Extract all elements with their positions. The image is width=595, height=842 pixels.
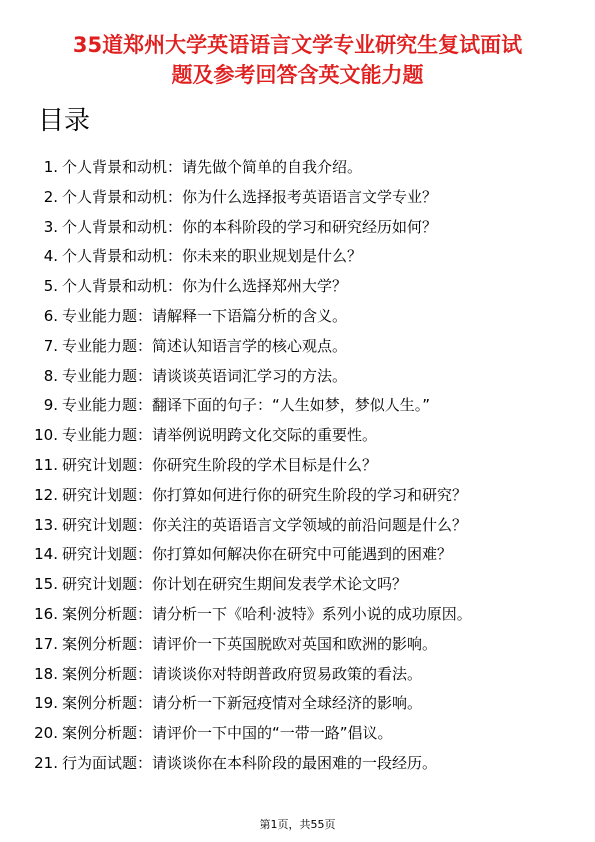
toc-item-text: 案例分析题：请分析一下新冠疫情对全球经济的影响。 (62, 694, 423, 713)
toc-item-text: 专业能力题：请解释一下语篇分析的含义。 (62, 306, 348, 325)
toc-item-text: 个人背景和动机：你的本科阶段的学习和研究经历如何？ (62, 217, 438, 236)
toc-item-text: 案例分析题：请评价一下英国脱欧对英国和欧洲的影响。 (62, 634, 438, 653)
toc-item-number: 16. (34, 604, 58, 623)
toc-item[interactable] (0, 689, 595, 719)
toc-item[interactable] (0, 630, 595, 660)
toc-item-number: 9. (43, 396, 58, 415)
page-footer: 第1页，共55页 (259, 818, 336, 831)
toc-item-text: 研究计划题：你打算如何解决你在研究中可能遇到的困难？ (62, 545, 453, 564)
toc-heading: 目录 (38, 106, 91, 136)
toc-item-text: 个人背景和动机：你未来的职业规划是什么？ (62, 247, 363, 266)
toc-item-text: 案例分析题：请谈谈你对特朗普政府贸易政策的看法。 (62, 664, 423, 683)
toc-item-text: 专业能力题：简述认知语言学的核心观点。 (62, 336, 348, 355)
table-of-contents (0, 153, 595, 779)
toc-item[interactable] (0, 302, 595, 332)
toc-item[interactable] (0, 332, 595, 362)
toc-item[interactable] (0, 660, 595, 690)
toc-item-text: 研究计划题：你关注的英语语言文学领域的前沿问题是什么？ (62, 515, 468, 534)
toc-item[interactable] (0, 719, 595, 749)
toc-item[interactable] (0, 451, 595, 481)
toc-item-text: 研究计划题：你计划在研究生期间发表学术论文吗？ (62, 575, 408, 594)
toc-item-text: 行为面试题：请谈谈你在本科阶段的最困难的一段经历。 (62, 753, 438, 772)
toc-item-text: 研究计划题：你打算如何进行你的研究生阶段的学习和研究？ (62, 485, 468, 504)
toc-item[interactable] (0, 242, 595, 272)
toc-item-text: 个人背景和动机：请先做个简单的自我介绍。 (62, 158, 363, 176)
toc-item-text: 专业能力题：翻译下面的句子：“人生如梦，梦似人生。” (62, 396, 431, 415)
toc-item[interactable] (0, 481, 595, 511)
toc-item[interactable] (0, 213, 595, 243)
toc-item[interactable] (0, 391, 595, 421)
toc-item[interactable] (0, 272, 595, 302)
toc-item[interactable] (0, 749, 595, 779)
toc-item-number: 20. (34, 724, 58, 743)
document-title (20, 30, 575, 90)
toc-item-number: 1. (43, 158, 58, 176)
toc-item[interactable] (0, 362, 595, 392)
toc-item-number: 14. (34, 545, 58, 564)
toc-item-number: 15. (34, 575, 58, 594)
toc-item[interactable] (0, 600, 595, 630)
toc-item-text: 案例分析题：请评价一下中国的“一带一路”倡议。 (62, 724, 393, 743)
toc-item[interactable] (0, 540, 595, 570)
toc-item-number: 11. (34, 455, 58, 474)
toc-item-number: 7. (43, 336, 58, 355)
toc-item[interactable] (0, 183, 595, 213)
toc-item-number: 13. (34, 515, 58, 534)
toc-item-number: 8. (43, 366, 58, 385)
toc-item[interactable] (0, 511, 595, 541)
document-title-line-1: 35道郑州大学英语语言文学专业研究生复试面试 (72, 33, 523, 57)
toc-item-number: 4. (43, 247, 58, 266)
toc-item-text: 个人背景和动机：你为什么选择报考英语语言文学专业？ (62, 187, 438, 206)
toc-item-text: 专业能力题：请举例说明跨文化交际的重要性。 (62, 426, 378, 445)
toc-item-text: 研究计划题：你研究生阶段的学术目标是什么？ (62, 455, 378, 474)
toc-item-number: 19. (34, 694, 58, 713)
toc-item-text: 个人背景和动机：你为什么选择郑州大学？ (62, 277, 348, 296)
toc-item-number: 10. (34, 426, 58, 445)
toc-item-number: 21. (34, 753, 58, 772)
toc-item[interactable] (0, 421, 595, 451)
document-title-line-2: 题及参考回答含英文能力题 (171, 63, 424, 87)
toc-item-text: 案例分析题：请分析一下《哈利·波特》系列小说的成功原因。 (62, 604, 472, 623)
toc-item-number: 2. (43, 187, 58, 206)
toc-item-number: 12. (34, 485, 58, 504)
toc-item-number: 3. (43, 217, 58, 236)
toc-item[interactable] (0, 570, 595, 600)
toc-item-number: 5. (43, 277, 58, 296)
toc-item-number: 17. (34, 634, 58, 653)
toc-item-text: 专业能力题：请谈谈英语词汇学习的方法。 (62, 366, 348, 385)
toc-item-number: 6. (43, 306, 58, 325)
toc-item[interactable] (0, 153, 595, 183)
toc-item-number: 18. (34, 664, 58, 683)
